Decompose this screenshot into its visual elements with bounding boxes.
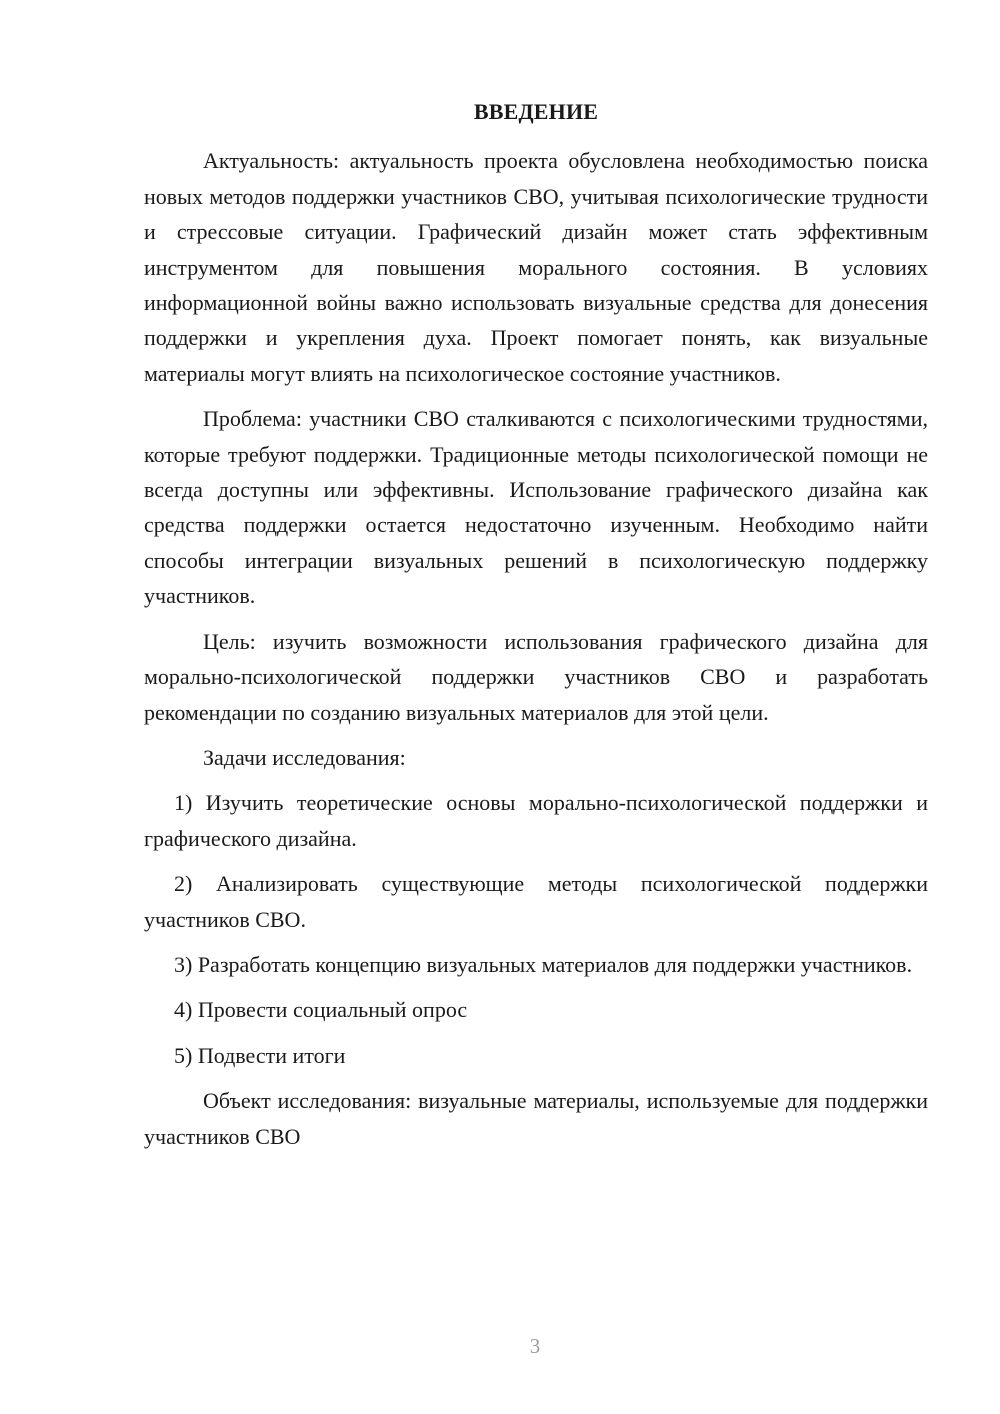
list-item: 3) Разработать концепцию визуальных материалов для поддержки участников. <box>174 951 913 977</box>
paragraph-relevance: Актуальность: актуальность проекта обусловлена необходимостью поиска новых методов поддержки участников СВО, учитывая психологические трудности и стрессовые ситуации. Графический дизайн может стать эффективным инструментом для повышения морального состояния. В условиях информационной войны важно использовать визуальные средства для донесения поддержки и укрепления духа. Проект помогает понять, как визуальные материалы могут влиять на психологическое состояние участников. <box>144 148 928 386</box>
page-number: 3 <box>529 1334 541 1358</box>
tasks-heading: Задачи исследования: <box>203 744 406 770</box>
page-content <box>144 94 928 1164</box>
paragraph-object: Объект исследования: визуальные материалы, используемые для поддержки участников СВО <box>144 1088 928 1149</box>
paragraph-goal: Цель: изучить возможности использования графического дизайна для морально-психологической поддержки участников СВО и разработать рекомендации по созданию визуальных материалов для этой цели. <box>144 628 928 725</box>
list-item: 4) Провести социальный опрос <box>174 997 468 1023</box>
task-list <box>144 785 928 1073</box>
list-item: 5) Подвести итоги <box>174 1042 346 1068</box>
section-title: ВВЕДЕНИЕ <box>473 99 599 124</box>
list-item: 2) Анализировать существующие методы психологической поддержки участников СВО. <box>144 871 928 932</box>
paragraph-problem: Проблема: участники СВО сталкиваются с психологическими трудностями, которые требуют поддержки. Традиционные методы психологической помощи не всегда доступны или эффективны. Использование графического дизайна как средства поддержки остается недостаточно изученным. Необходимо найти способы интеграции визуальных решений в психологическую поддержку участников. <box>144 406 928 609</box>
list-item: 1) Изучить теоретические основы морально-психологической поддержки и графического дизайна. <box>144 790 928 851</box>
